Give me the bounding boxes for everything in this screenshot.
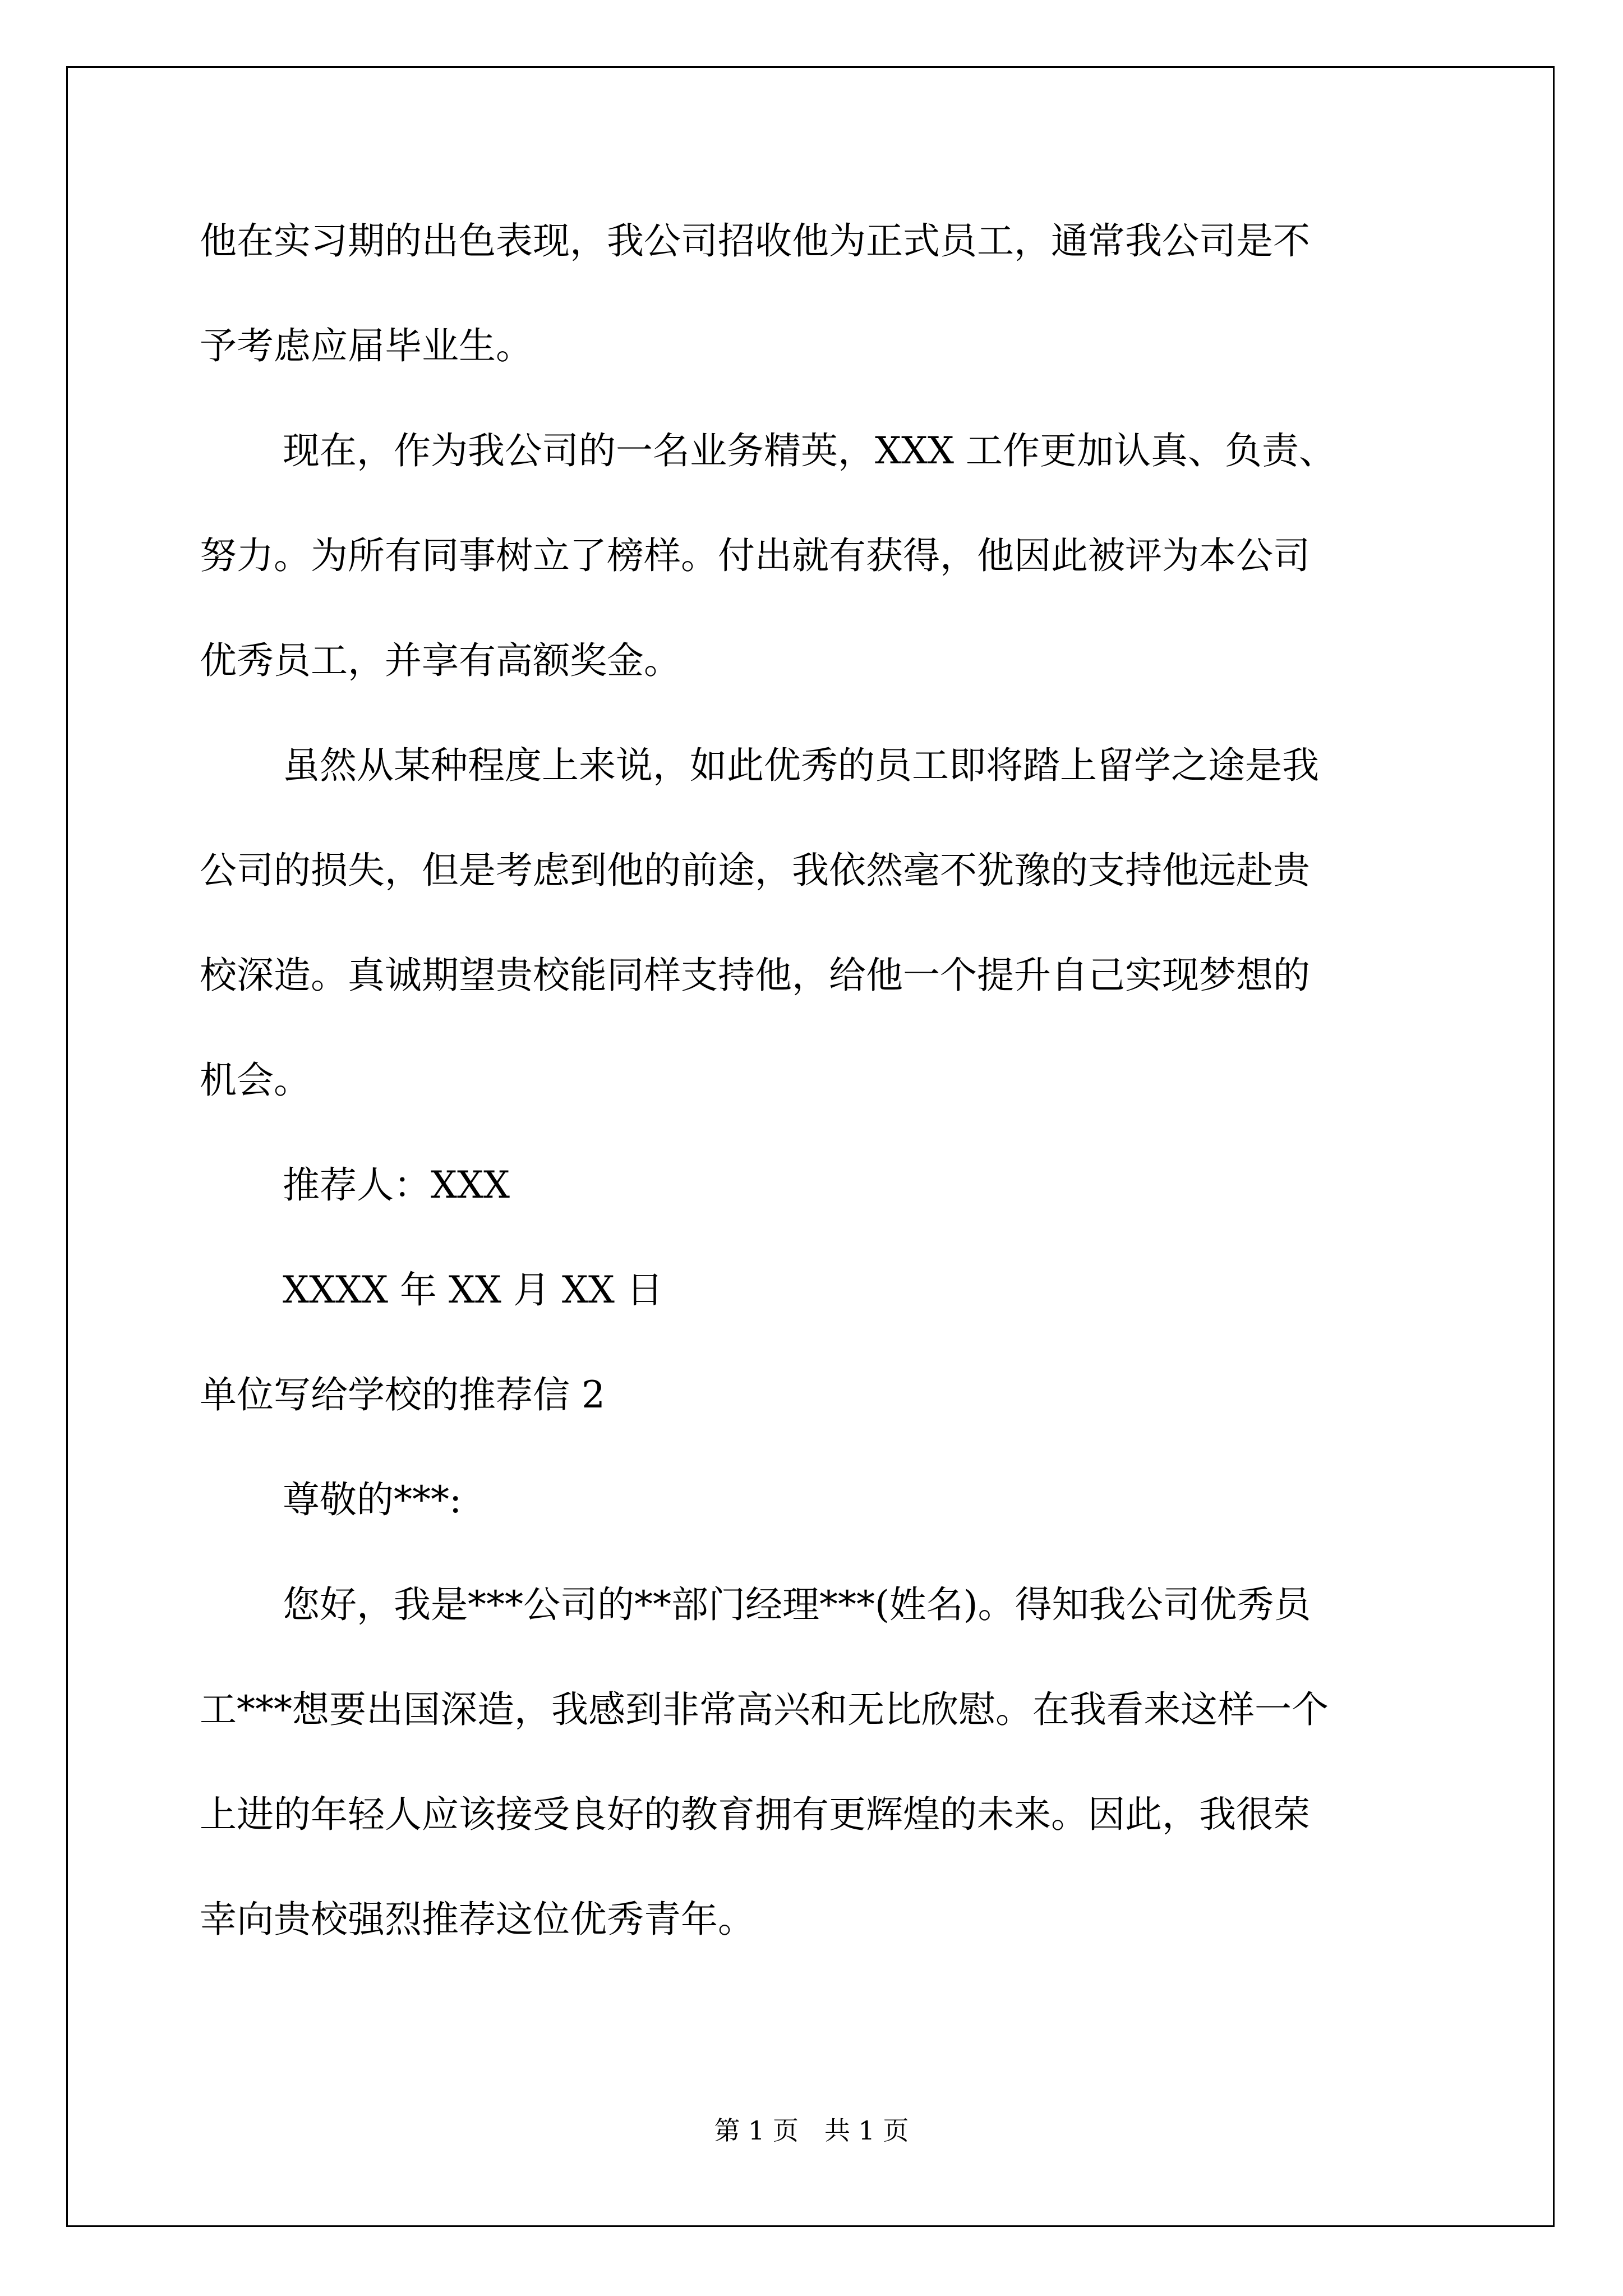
paragraph-line: 您好，我是***公司的**部门经理***(姓名)。得知我公司优秀员 xyxy=(283,1583,1311,1626)
recommender-line: 推荐人：XXX xyxy=(283,1163,510,1207)
paragraph-line: 幸向贵校强烈推荐这位优秀青年。 xyxy=(200,1898,755,1941)
paragraph-line: 机会。 xyxy=(200,1059,311,1102)
date-line: XXXX 年 XX 月 XX 日 xyxy=(283,1268,663,1312)
paragraph-line: 努力。为所有同事树立了榜样。付出就有获得，他因此被评为本公司 xyxy=(200,534,1310,577)
section-title: 单位写给学校的推荐信 2 xyxy=(200,1373,605,1416)
paragraph-line: 虽然从某种程度上来说，如此优秀的员工即将踏上留学之途是我 xyxy=(283,744,1319,787)
document-body xyxy=(200,219,1422,1942)
salutation-line: 尊敬的***: xyxy=(283,1478,462,1521)
paragraph-line: 工***想要出国深造，我感到非常高兴和无比欣慰。在我看来这样一个 xyxy=(200,1688,1329,1731)
paragraph-line: 校深造。真诚期望贵校能同样支持他，给他一个提升自己实现梦想的 xyxy=(200,954,1310,997)
paragraph-line: 予考虑应届毕业生。 xyxy=(200,324,533,367)
paragraph-line: 上进的年轻人应该接受良好的教育拥有更辉煌的未来。因此，我很荣 xyxy=(200,1793,1310,1836)
paragraph-line: 他在实习期的出色表现，我公司招收他为正式员工，通常我公司是不 xyxy=(200,219,1310,263)
paragraph-line: 公司的损失，但是考虑到他的前途，我依然毫不犹豫的支持他远赴贵 xyxy=(200,849,1310,892)
paragraph-line: 优秀员工，并享有高额奖金。 xyxy=(200,639,681,682)
paragraph-line: 现在，作为我公司的一名业务精英，XXX 工作更加认真、负责、 xyxy=(283,429,1336,472)
page-number-footer: 第 1 页 共 1 页 xyxy=(714,2115,909,2146)
